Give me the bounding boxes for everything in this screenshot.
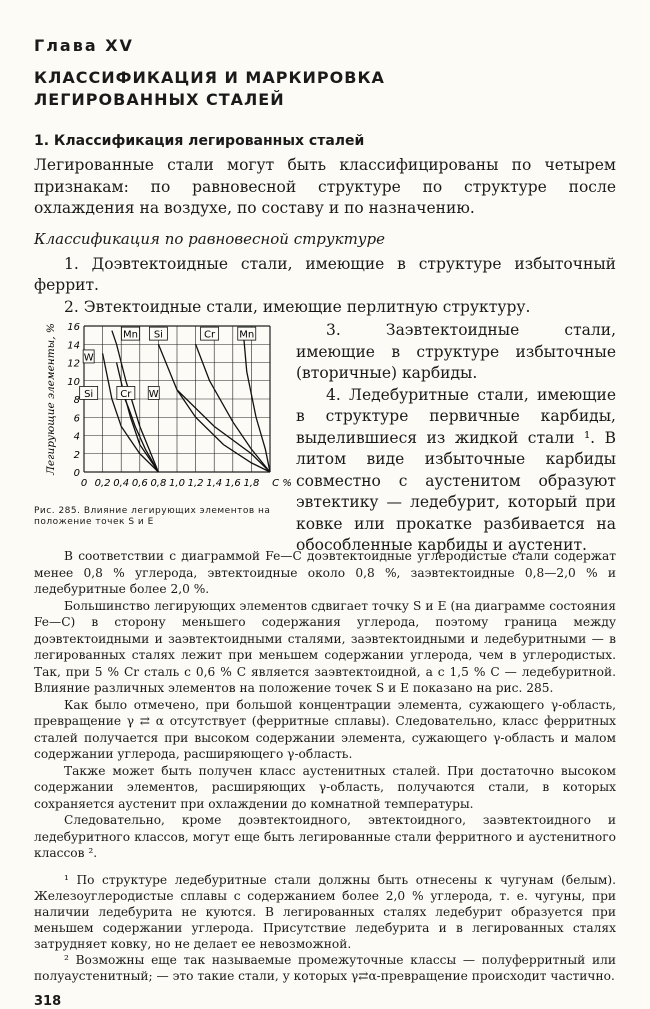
curve-label: Si bbox=[153, 329, 163, 341]
paragraph-2: Большинство легирующих элементов сдвигает точку S и E (на диаграмме состояния Fe—C) в сторону меньшего содержания углерода, поэтому граница между доэвтектоидными и заэвтектоидными сталями, заэвтектоидными и ледебуритными — в легированных сталях лежит при меньшем содержании углерода, чем в углеродистых. Так, при 5 % Cr сталь с 0,6 % C является заэвтектоидной, а с 1,5 % C — ледебуритной. Влияние различных элементов на положение точек S и E показано на рис. 285. bbox=[34, 598, 616, 695]
figure-caption: Рис. 285. Влияние легирующих элементов на положение точек S и E bbox=[34, 506, 271, 527]
series-line-mn-s bbox=[112, 331, 158, 472]
figure-285 bbox=[34, 320, 292, 528]
curve-label: Si bbox=[84, 388, 94, 400]
curve-label: W bbox=[148, 388, 159, 400]
page-number: 318 bbox=[34, 993, 62, 1009]
paragraph-4: Также может быть получен класс аустенитных сталей. При достаточно высоком содержании элементов, расширяющих γ-область, получаются стали, в которых сохраняется аустенит при охлаждении до комнатной температуры. bbox=[34, 763, 616, 811]
chapter-heading: Глава XV bbox=[34, 36, 134, 55]
x-tick-label: 0,2 bbox=[94, 478, 111, 489]
y-tick-label: 14 bbox=[67, 340, 80, 352]
page bbox=[34, 36, 616, 1009]
footnote-1: ¹ По структуре ледебуритные стали должны быть отнесены к чугунам (белым). Железоуглеродистые сплавы с содержанием более 2,0 % углерода, т. е. чугуны, при наличии ледебурита не куются. В легированных сталях ледебурит образуется при меньшем содержании углерода. Присутствие ледебурита и в легированных сталях затрудняет ковку, но не делает ее невозможной. bbox=[34, 872, 616, 951]
list-item-3: 3. Заэвтектоидные стали, имеющие в структуре избыточные (вторичные) карбиды. bbox=[296, 321, 616, 382]
figure-side-text bbox=[296, 320, 616, 557]
y-tick-label: 8 bbox=[73, 395, 80, 406]
x-tick-label: 1,0 bbox=[169, 478, 185, 489]
x-tick-label: C % bbox=[272, 478, 292, 489]
y-tick-label: 2 bbox=[73, 449, 80, 461]
chapter-title-line-2: ЛЕГИРОВАННЫХ СТАЛЕЙ bbox=[34, 90, 285, 109]
x-tick-label: 0,8 bbox=[150, 478, 167, 489]
footnotes bbox=[34, 872, 616, 984]
footnote-2: ² Возможны еще так называемые промежуточные классы — полуферритный или полуаустенитный; — это такие стали, у которых γ⇄α-превращение происходит частично. bbox=[34, 952, 616, 983]
y-tick-label: 6 bbox=[73, 413, 80, 425]
y-tick-label: 12 bbox=[67, 358, 80, 370]
chapter-title bbox=[34, 67, 616, 111]
x-tick-label: 1,4 bbox=[206, 478, 223, 489]
paragraph-3: Как было отмечено, при большой концентрации элемента, сужающего γ-область, превращение γ ⇄ α отсутствует (ферритные сплавы). Следовательно, класс ферритных сталей получается при высоком содержании элемента, сужающего γ-область и малом содержании углерода, расширяющего γ-область. bbox=[34, 697, 616, 761]
series-line-mn-e bbox=[244, 340, 270, 472]
x-tick-label: 0,4 bbox=[113, 478, 130, 489]
y-tick-label: 4 bbox=[73, 431, 80, 443]
list-item-1: 1. Доэвтектоидные стали, имеющие в структуре избыточный феррит. bbox=[34, 254, 616, 294]
list-item-4: 4. Ледебуритные стали, имеющие в структуре первичные карбиды, выделившиеся из жидкой стали ¹. В литом виде избыточные карбиды совместно с аустенитом образуют эвтектику — ледебурит, который при ковке или прокатке разбивается на обособленные карбиды и аустенит. bbox=[296, 385, 616, 554]
x-tick-label: 1,6 bbox=[224, 478, 241, 489]
chapter-title-line-1: КЛАССИФИКАЦИЯ И МАРКИРОВКА bbox=[34, 68, 385, 87]
y-axis-label: Легирующие элементы, % bbox=[45, 323, 57, 475]
curve-label: Cr bbox=[204, 329, 216, 341]
curve-label: W bbox=[83, 352, 94, 364]
curve-label: Mn bbox=[123, 329, 138, 341]
x-tick-label: 1,2 bbox=[187, 478, 204, 489]
curve-label: Mn bbox=[239, 329, 255, 341]
chart-svg bbox=[34, 320, 292, 500]
y-tick-label: 10 bbox=[67, 376, 80, 388]
figure-block bbox=[34, 320, 616, 554]
x-tick-label: 0 bbox=[80, 478, 88, 489]
intro-paragraph: Легированные стали могут быть классифицированы по четырем признакам: по равновесной структуре по структуре после охлаждения на воздухе, по составу и по назначению. bbox=[34, 156, 616, 217]
x-tick-label: 1,8 bbox=[243, 478, 260, 489]
curve-label: Cr bbox=[120, 388, 132, 400]
y-tick-label: 16 bbox=[67, 322, 80, 333]
series-line-w-e bbox=[177, 390, 270, 472]
paragraph-1: В соответствии с диаграммой Fe—C доэвтектоидные углеродистые стали содержат менее 0,8 % углерода, эвтектоидные около 0,8 %, заэвтектоидные 0,8—2,0 % и ледебуритные более 2,0 %. bbox=[34, 549, 616, 596]
x-tick-label: 0,6 bbox=[131, 478, 148, 489]
section-title: 1. Классификация легированных сталей bbox=[34, 133, 365, 149]
list-item-2: 2. Эвтектоидные стали, имеющие перлитную структуру. bbox=[64, 297, 531, 316]
paragraph-5: Следовательно, кроме доэвтектоидного, эвтектоидного, заэвтектоидного и ледебуритного классов, могут еще быть легированные стали ферритного и аустенитного классов ². bbox=[34, 813, 616, 860]
subsection-title: Классификация по равновесной структуре bbox=[34, 229, 385, 248]
y-tick-label: 0 bbox=[73, 468, 80, 479]
